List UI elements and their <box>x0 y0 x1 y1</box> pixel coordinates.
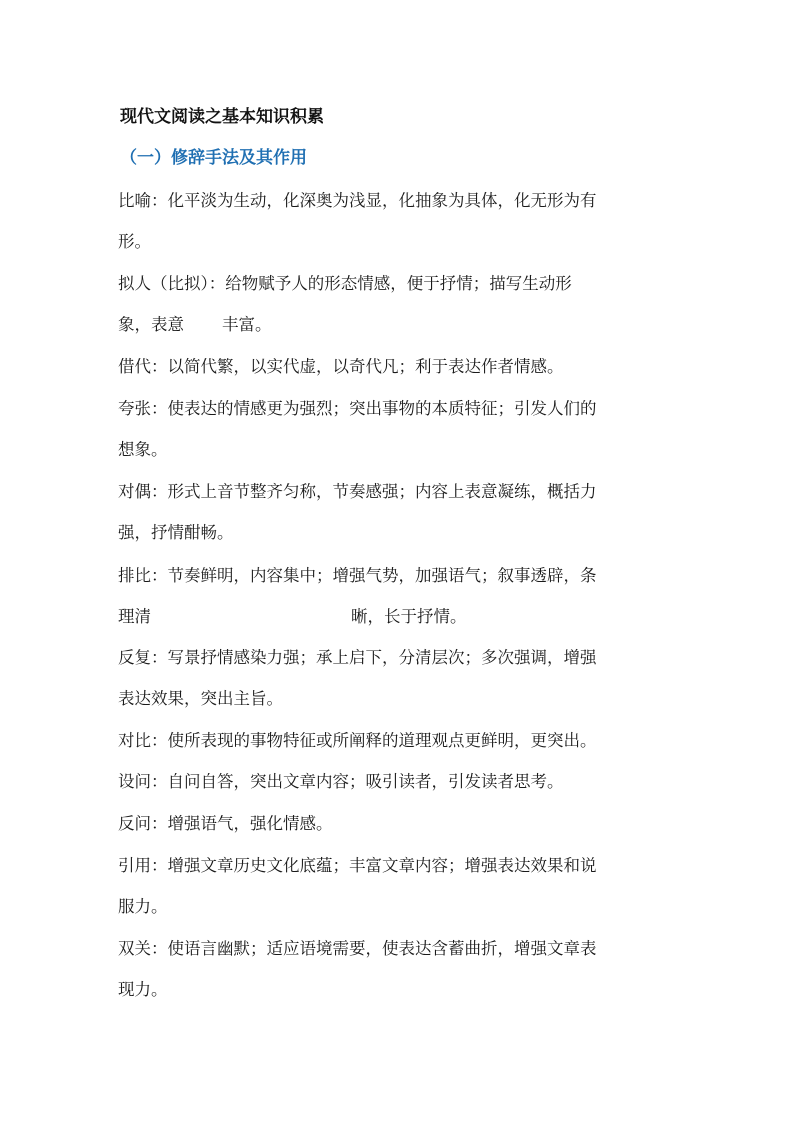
paragraph-line: 强，抒情酣畅。 <box>118 523 234 542</box>
paragraph-line: 形。 <box>118 232 151 251</box>
paragraph-line: 反问：增强语气，强化情感。 <box>118 814 333 833</box>
section-heading: （一）修辞手法及其作用 <box>120 148 307 168</box>
paragraph-line <box>118 304 678 345</box>
paragraph-line: 对比：使所表现的事物特征或所阐释的道理观点更鲜明，更突出。 <box>118 731 597 750</box>
paragraph-line: 表达效果，突出主旨。 <box>118 689 283 708</box>
paragraph-personification <box>118 263 678 345</box>
paragraph-line: 比喻：化平淡为生动，化深奥为浅显，化抽象为具体，化无形为有 <box>118 191 597 210</box>
paragraph-line: 对偶：形式上音节整齐匀称，节奏感强；内容上表意凝练，概括力 <box>118 482 597 501</box>
paragraph-quotation <box>118 845 678 927</box>
paragraph-line: 服力。 <box>118 897 168 916</box>
paragraph-line: 引用：增强文章历史文化底蕴；丰富文章内容；增强表达效果和说 <box>118 856 597 875</box>
paragraph-parallelism <box>118 555 678 637</box>
paragraph-contrast <box>118 720 678 761</box>
paragraph-line <box>118 596 678 637</box>
paragraph-repetition <box>118 637 678 719</box>
paragraph-hyperbole <box>118 388 678 470</box>
paragraph-line: 排比：节奏鲜明，内容集中；增强气势，加强语气；叙事透辟，条 <box>118 566 597 585</box>
paragraph-line-tail: 丰富。 <box>222 315 272 334</box>
paragraph-line-head: 理清 <box>118 607 151 626</box>
paragraph-line: 借代：以简代繁，以实代虚，以奇代凡；利于表达作者情感。 <box>118 357 564 376</box>
paragraph-line: 现力。 <box>118 980 168 999</box>
paragraph-line: 夸张：使表达的情感更为强烈；突出事物的本质特征；引发人们的 <box>118 399 597 418</box>
paragraph-metaphor <box>118 180 678 262</box>
paragraph-line: 设问：自问自答，突出文章内容；吸引读者，引发读者思考。 <box>118 772 564 791</box>
paragraph-line-head: 象，表意 <box>118 315 184 334</box>
paragraph-line-tail: 晰，长于抒情。 <box>351 607 467 626</box>
paragraph-metonymy <box>118 346 678 387</box>
paragraph-line: 反复：写景抒情感染力强；承上启下，分清层次；多次强调，增强 <box>118 648 597 667</box>
paragraph-pun <box>118 928 678 1010</box>
page-title: 现代文阅读之基本知识积累 <box>120 107 324 127</box>
paragraph-counter-question <box>118 803 678 844</box>
paragraph-antithesis <box>118 471 678 553</box>
paragraph-rhetorical-question <box>118 761 678 802</box>
paragraph-line: 想象。 <box>118 440 168 459</box>
paragraph-line: 双关：使语言幽默；适应语境需要，使表达含蓄曲折，增强文章表 <box>118 939 597 958</box>
paragraph-line: 拟人（比拟）：给物赋予人的形态情感，便于抒情；描写生动形 <box>118 274 572 293</box>
